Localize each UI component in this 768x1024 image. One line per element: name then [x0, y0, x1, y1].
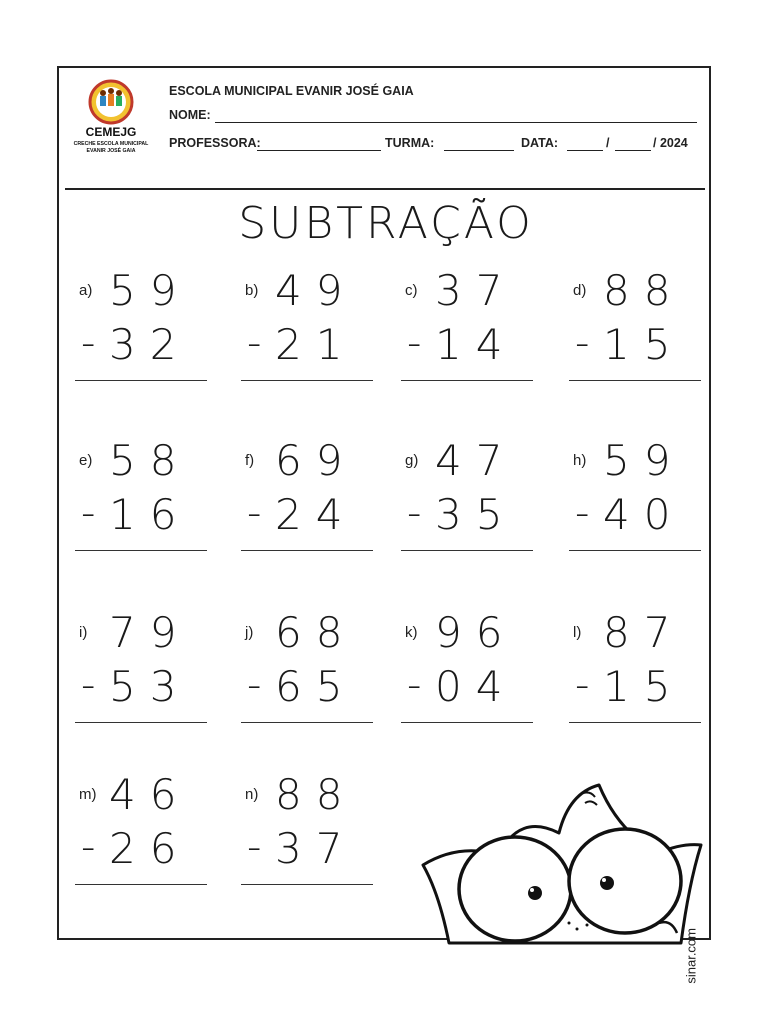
- teacher-label: PROFESSORA:: [169, 136, 261, 150]
- problem-l: [559, 608, 699, 728]
- problem-label: k): [405, 624, 418, 641]
- problem-d: [559, 266, 699, 386]
- worksheet: [57, 66, 711, 984]
- problem-label: i): [79, 624, 88, 641]
- subtrahend: 65: [275, 662, 357, 711]
- answer-line[interactable]: [401, 722, 533, 723]
- minus-sign: -: [407, 662, 422, 708]
- svg-text:EVANIR JOSÉ GAIA: EVANIR JOSÉ GAIA: [86, 148, 136, 154]
- problem-j: [231, 608, 371, 728]
- answer-line[interactable]: [569, 380, 701, 381]
- minus-sign: -: [407, 490, 422, 536]
- problem-i: [65, 608, 205, 728]
- minuend: 58: [109, 436, 191, 485]
- answer-line[interactable]: [241, 722, 373, 723]
- subtrahend: 15: [603, 320, 685, 369]
- subtrahend: 26: [109, 824, 191, 873]
- problem-label: f): [245, 452, 255, 469]
- minuend: 49: [275, 266, 357, 315]
- problem-m: [65, 770, 205, 890]
- subtrahend: 37: [275, 824, 357, 873]
- problem-e: [65, 436, 205, 556]
- minuend: 59: [109, 266, 191, 315]
- date-separator-1: /: [606, 136, 610, 150]
- subtrahend: 53: [109, 662, 191, 711]
- minus-sign: -: [247, 824, 262, 870]
- school-name: ESCOLA MUNICIPAL EVANIR JOSÉ GAIA: [169, 84, 414, 98]
- name-line[interactable]: [215, 122, 697, 123]
- answer-line[interactable]: [75, 884, 207, 885]
- minus-sign: -: [247, 490, 262, 536]
- subtrahend: 21: [275, 320, 357, 369]
- subtrahend: 16: [109, 490, 191, 539]
- minuend: 88: [275, 770, 357, 819]
- problem-label: m): [79, 786, 97, 803]
- subtrahend: 14: [435, 320, 517, 369]
- problem-k: [391, 608, 531, 728]
- subtrahend: 40: [603, 490, 685, 539]
- minuend: 87: [603, 608, 685, 657]
- minus-sign: -: [247, 662, 262, 708]
- minuend: 68: [275, 608, 357, 657]
- problem-label: g): [405, 452, 419, 469]
- minus-sign: -: [407, 320, 422, 366]
- minuend: 88: [603, 266, 685, 315]
- minus-sign: -: [247, 320, 262, 366]
- answer-line[interactable]: [75, 722, 207, 723]
- problem-label: h): [573, 452, 587, 469]
- cartoon-character: [419, 773, 709, 943]
- svg-text:CRECHE ESCOLA MUNICIPAL: CRECHE ESCOLA MUNICIPAL: [73, 141, 149, 147]
- answer-line[interactable]: [569, 550, 701, 551]
- answer-line[interactable]: [569, 722, 701, 723]
- minus-sign: -: [81, 490, 96, 536]
- problem-c: [391, 266, 531, 386]
- answer-line[interactable]: [75, 380, 207, 381]
- date-day-line[interactable]: [567, 150, 603, 151]
- answer-line[interactable]: [75, 550, 207, 551]
- answer-line[interactable]: [241, 884, 373, 885]
- subtrahend: 15: [603, 662, 685, 711]
- teacher-line[interactable]: [257, 150, 381, 151]
- problem-n: [231, 770, 371, 890]
- minus-sign: -: [81, 320, 96, 366]
- school-logo: [69, 76, 154, 161]
- class-line[interactable]: [444, 150, 514, 151]
- subtrahend: 24: [275, 490, 357, 539]
- name-label: NOME:: [169, 108, 211, 122]
- page-title: SUBTRAÇÃO: [238, 198, 534, 249]
- problem-label: l): [573, 624, 582, 641]
- minuend: 47: [435, 436, 517, 485]
- problem-g: [391, 436, 531, 556]
- date-month-line[interactable]: [615, 150, 651, 151]
- minus-sign: -: [575, 662, 590, 708]
- minus-sign: -: [575, 320, 590, 366]
- problem-f: [231, 436, 371, 556]
- watermark: sinar.com: [684, 928, 699, 984]
- minuend: 59: [603, 436, 685, 485]
- answer-line[interactable]: [401, 380, 533, 381]
- date-year: / 2024: [653, 136, 688, 150]
- answer-line[interactable]: [401, 550, 533, 551]
- date-label: DATA:: [521, 136, 559, 150]
- problem-a: [65, 266, 205, 386]
- problem-b: [231, 266, 371, 386]
- minuend: 79: [109, 608, 191, 657]
- problem-label: d): [573, 282, 587, 299]
- problem-label: n): [245, 786, 259, 803]
- svg-text:CEMEJG: CEMEJG: [85, 125, 137, 139]
- subtrahend: 32: [109, 320, 191, 369]
- minuend: 96: [435, 608, 517, 657]
- answer-line[interactable]: [241, 380, 373, 381]
- subtrahend: 04: [435, 662, 517, 711]
- answer-line[interactable]: [241, 550, 373, 551]
- problem-label: a): [79, 282, 93, 299]
- problem-label: c): [405, 282, 418, 299]
- subtrahend: 35: [435, 490, 517, 539]
- problem-label: e): [79, 452, 93, 469]
- minuend: 69: [275, 436, 357, 485]
- problem-label: j): [245, 624, 254, 641]
- minus-sign: -: [575, 490, 590, 536]
- minuend: 46: [109, 770, 191, 819]
- problem-label: b): [245, 282, 259, 299]
- minus-sign: -: [81, 662, 96, 708]
- problem-h: [559, 436, 699, 556]
- minus-sign: -: [81, 824, 96, 870]
- header-divider: [65, 188, 705, 190]
- class-label: TURMA:: [385, 136, 435, 150]
- minuend: 37: [435, 266, 517, 315]
